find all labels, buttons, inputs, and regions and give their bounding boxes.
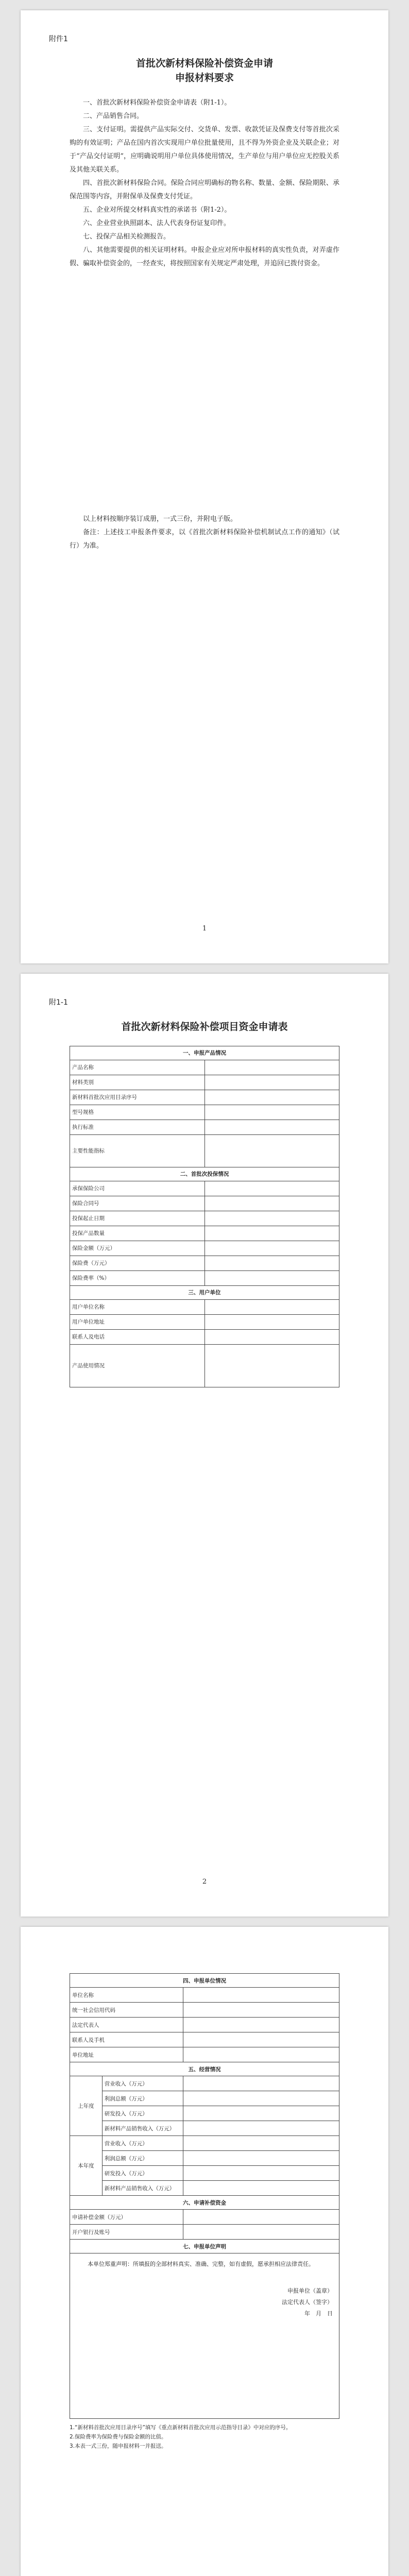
- table-row: [70, 1196, 339, 1211]
- application-form-table: [70, 1046, 339, 1387]
- field-value[interactable]: [204, 1226, 339, 1241]
- field-label: 保险费（万元）: [70, 1256, 205, 1270]
- field-label: 产品名称: [70, 1060, 205, 1075]
- field-label: 营业收入（万元）: [102, 2076, 183, 2091]
- table-row: [70, 2047, 339, 2062]
- section-header: 五、经营情况: [70, 2062, 339, 2076]
- field-label: 材料类别: [70, 1075, 205, 1090]
- table-row: [70, 2032, 339, 2047]
- table-row: [70, 1344, 339, 1387]
- field-value[interactable]: [204, 1329, 339, 1344]
- field-label: 联系人及手机: [70, 2032, 183, 2047]
- field-value[interactable]: [183, 2003, 339, 2018]
- table-row: [70, 1060, 339, 1075]
- field-label: 主要性能指标: [70, 1134, 205, 1167]
- closing-text: 以上材料按顺序装订成册，一式三份，并附电子版。: [83, 515, 237, 523]
- field-label: 保险金额（万元）: [70, 1241, 205, 1256]
- field-label: 新材料首批次应用目录序号: [70, 1090, 205, 1105]
- table-row: [70, 1134, 339, 1167]
- section-header: 一、申报产品情况: [70, 1046, 339, 1060]
- declaration-cell: [70, 2253, 339, 2419]
- table-row: [70, 2151, 339, 2166]
- field-value[interactable]: [204, 1105, 339, 1120]
- field-label: 新材料产品销售收入（万元）: [102, 2181, 183, 2196]
- field-value[interactable]: [204, 1211, 339, 1226]
- field-label: 投保起止日期: [70, 1211, 205, 1226]
- field-value[interactable]: [204, 1314, 339, 1329]
- table-row: [70, 2003, 339, 2018]
- field-value[interactable]: [183, 1988, 339, 2003]
- field-label: 联系人及电话: [70, 1329, 205, 1344]
- field-label: 利润总额（万元）: [102, 2151, 183, 2166]
- table-row: [70, 1120, 339, 1134]
- application-form-table-continued: [70, 1973, 339, 2419]
- table-row: [70, 1211, 339, 1226]
- table-row: [70, 1241, 339, 1256]
- group-label: 上年度: [70, 2076, 103, 2136]
- page-number: 2: [202, 1878, 207, 1886]
- field-label: 法定代表人: [70, 2018, 183, 2032]
- field-value[interactable]: [204, 1196, 339, 1211]
- field-value[interactable]: [183, 2047, 339, 2062]
- field-label: 用户单位地址: [70, 1314, 205, 1329]
- field-label: 营业收入（万元）: [102, 2136, 183, 2151]
- note-item: 3.本表一式三份，随申报材料一并报送。: [70, 2443, 167, 2449]
- title-line-1: 首批次新材料保险补偿资金申请: [135, 58, 273, 69]
- field-value[interactable]: [183, 2106, 339, 2121]
- field-label: 用户单位名称: [70, 1299, 205, 1314]
- field-value[interactable]: [183, 2136, 339, 2151]
- table-row: [70, 1075, 339, 1090]
- table-row: [70, 2091, 339, 2106]
- paragraph: 八、其他需要提供的相关证明材料。申报企业应对所申报材料的真实性负责，对弄虚作假、骗取补偿资金的，一经查实，将按照国家有关规定严肃处理，并追回已拨付资金。: [70, 246, 339, 268]
- document-page-1: [21, 10, 388, 963]
- paragraph: 四、首批次新材料保险合同。保险合同应明确标的物名称、数量、金额、保险期限、承保范围等内容，并附保单及保费支付凭证。: [70, 179, 339, 201]
- field-value[interactable]: [204, 1344, 339, 1387]
- table-row: [70, 2225, 339, 2240]
- section-header: 三、用户单位: [70, 1285, 339, 1299]
- note-item: 1.“新材料首批次应用目录序号”填写《重点新材料首批次应用示范指导目录》中对应的序号。: [70, 2425, 292, 2431]
- table-row: [70, 1181, 339, 1196]
- table-row: [70, 2106, 339, 2121]
- signature-unit: 申报单位（盖章）: [287, 2287, 333, 2294]
- field-value[interactable]: [204, 1256, 339, 1270]
- field-label: 新材料产品销售收入（万元）: [102, 2121, 183, 2136]
- table-row: [70, 2018, 339, 2032]
- field-value[interactable]: [183, 2210, 339, 2225]
- field-value[interactable]: [183, 2166, 339, 2181]
- signature-legal: 法定代表人（签字）: [282, 2299, 333, 2306]
- table-row: [70, 2136, 339, 2151]
- table-row: [70, 2121, 339, 2136]
- field-label: 申请补偿金额（万元）: [70, 2210, 183, 2225]
- attachment-label: 附1-1: [49, 998, 68, 1007]
- field-value[interactable]: [204, 1181, 339, 1196]
- table-row: [70, 2210, 339, 2225]
- field-label: 统一社会信用代码: [70, 2003, 183, 2018]
- paragraph: 五、企业对所提交材料真实性的承诺书（附1-2）。: [83, 206, 231, 214]
- table-row: [70, 1988, 339, 2003]
- declaration-text: 本单位郑重声明：所填报的全部材料真实、准确、完整，如有虚假，愿承担相应法律责任。: [88, 2261, 314, 2267]
- field-value[interactable]: [183, 2018, 339, 2032]
- field-value[interactable]: [204, 1241, 339, 1256]
- section-header: 二、首批次投保情况: [70, 1167, 339, 1181]
- field-value[interactable]: [204, 1299, 339, 1314]
- section-header: 四、申报单位情况: [70, 1974, 339, 1988]
- table-row: [70, 1226, 339, 1241]
- field-label: 投保产品数量: [70, 1226, 205, 1241]
- form-notes: [70, 2423, 339, 2451]
- field-label: 执行标准: [70, 1120, 205, 1134]
- paragraph: 一、首批次新材料保险补偿资金申请表（附1-1）。: [83, 99, 231, 107]
- field-label: 型号规格: [70, 1105, 205, 1120]
- paragraph: 二、产品销售合同。: [83, 112, 144, 121]
- field-label: 利润总额（万元）: [102, 2091, 183, 2106]
- declaration-row: [70, 2253, 339, 2419]
- paragraph: 六、企业营业执照副本、法人代表身份证复印件。: [83, 219, 231, 228]
- form-title: 首批次新材料保险补偿项目资金申请表: [121, 1021, 288, 1032]
- field-value[interactable]: [183, 2151, 339, 2166]
- document-page-2: [21, 974, 388, 1917]
- title-line-2: 申报材料要求: [175, 72, 234, 83]
- field-label: 开户银行及账号: [70, 2225, 183, 2240]
- field-label: 承保保险公司: [70, 1181, 205, 1196]
- paragraph: 三、支付证明。需提供产品实际交付、交货单、发票、收款凭证及保费支付等首批次采购的有效证明；产品在国内首次实现用户单位批量使用，且不得为外资企业及关联企业；对于“产品交付证明”，应明确说明用户单位具体使用情况，生产单位与用户单位应无控股关系及其他关联关系。: [70, 126, 339, 174]
- group-label: 本年度: [70, 2136, 103, 2196]
- field-label: 研发投入（万元）: [102, 2166, 183, 2181]
- field-value[interactable]: [204, 1060, 339, 1075]
- note-item: 2.保险费率为保险费与保险金额的比值。: [70, 2434, 167, 2440]
- field-label: 保险费率（%）: [70, 1270, 205, 1285]
- table-row: [70, 1090, 339, 1105]
- section-header: 七、申报单位声明: [70, 2240, 339, 2253]
- table-row: [70, 2166, 339, 2181]
- field-value[interactable]: [204, 1090, 339, 1105]
- attachment-label: 附件1: [49, 35, 68, 43]
- page-number: 1: [202, 925, 207, 933]
- field-value[interactable]: [183, 2032, 339, 2047]
- field-label: 保险合同号: [70, 1196, 205, 1211]
- table-row: [70, 1270, 339, 1285]
- field-label: 单位地址: [70, 2047, 183, 2062]
- field-value[interactable]: [204, 1270, 339, 1285]
- table-row: [70, 1329, 339, 1344]
- note-text: 备注：上述技工申报条件要求，以《首批次新材料保险补偿机制试点工作的通知》（试行）为准。: [70, 529, 339, 550]
- field-value[interactable]: [183, 2181, 339, 2196]
- table-row: [70, 1105, 339, 1120]
- spacer: [70, 270, 339, 513]
- field-value[interactable]: [183, 2091, 339, 2106]
- field-label: 产品使用情况: [70, 1344, 205, 1387]
- table-row: [70, 1299, 339, 1314]
- field-value[interactable]: [204, 1134, 339, 1167]
- signature-date: 年 月 日: [304, 2310, 333, 2317]
- field-value[interactable]: [183, 2225, 339, 2240]
- field-value[interactable]: [183, 2121, 339, 2136]
- field-value[interactable]: [204, 1075, 339, 1090]
- page-title: [70, 57, 339, 85]
- document-page-3: [21, 1927, 388, 2576]
- field-label: 单位名称: [70, 1988, 183, 2003]
- table-row: [70, 1314, 339, 1329]
- table-row: [70, 2076, 339, 2091]
- field-value[interactable]: [183, 2076, 339, 2091]
- paragraph: 七、投保产品相关检测报告。: [83, 233, 171, 241]
- field-value[interactable]: [204, 1120, 339, 1134]
- section-header: 六、申请补偿资金: [70, 2196, 339, 2210]
- table-row: [70, 1256, 339, 1270]
- field-label: 研发投入（万元）: [102, 2106, 183, 2121]
- table-row: [70, 2181, 339, 2196]
